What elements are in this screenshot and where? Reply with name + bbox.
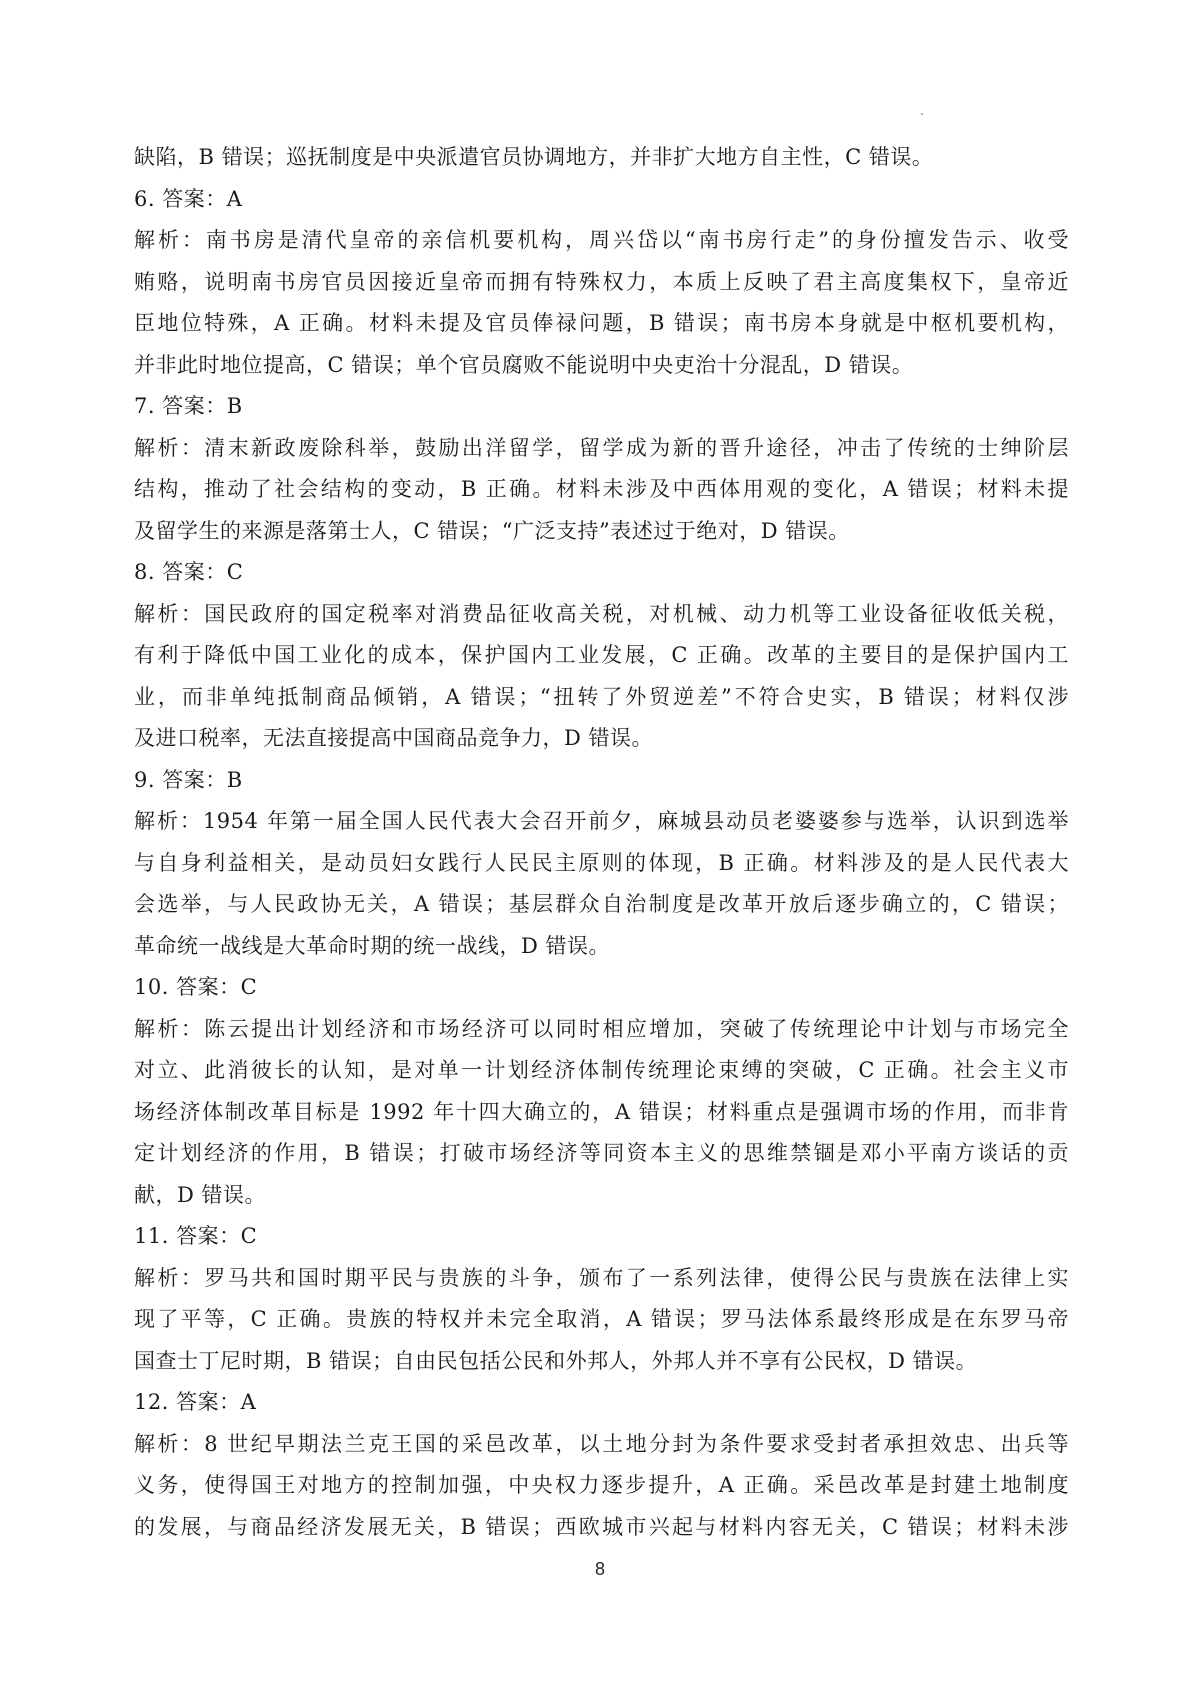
text-line: 臣地位特殊，A 正确。材料未提及官员俸禄问题，B 错误；南书房本身就是中枢机要机构，: [134, 311, 1069, 335]
text-line: 对立、此消彼长的认知，是对单一计划经济体制传统理论束缚的突破，C 正确。社会主义市: [134, 1058, 1069, 1082]
text-line: 解析：1954 年第一届全国人民代表大会召开前夕，麻城县动员老婆婆参与选举，认识到选举: [134, 809, 1069, 833]
text-line: 解析：南书房是清代皇帝的亲信机要机构，周兴岱以“南书房行走”的身份擅发告示、收受: [134, 228, 1069, 252]
text-line: 解析：罗马共和国时期平民与贵族的斗争，颁布了一系列法律，使得公民与贵族在法律上实: [134, 1265, 1069, 1290]
text-line: 与自身利益相关，是动员妇女践行人民民主原则的体现，B 正确。材料涉及的是人民代表大: [134, 850, 1069, 875]
text-line: 会选举，与人民政协无关，A 错误；基层群众自治制度是改革开放后逐步确立的，C 错误；: [134, 892, 1069, 916]
text-line: 业，而非单纯抵制商品倾销，A 错误；“扭转了外贸逆差”不符合史实，B 错误；材料仅涉: [134, 684, 1069, 709]
text-line: 国查士丁尼时期，B 错误；自由民包括公民和外邦人，外邦人并不享有公民权，D 错误。: [134, 1348, 978, 1373]
text-line: 缺陷，B 错误；巡抚制度是中央派遣官员协调地方，并非扩大地方自主性，C 错误。: [134, 145, 934, 169]
text-line: 6. 答案：A: [134, 186, 243, 211]
text-line: 场经济体制改革目标是 1992 年十四大确立的，A 错误；材料重点是强调市场的作用，而非肯: [134, 1099, 1069, 1124]
text-line: 10. 答案：C: [134, 975, 258, 999]
text-line: 11. 答案：C: [134, 1224, 258, 1248]
page-number: 8: [594, 1559, 605, 1579]
text-line: 并非此时地位提高，C 错误；单个官员腐败不能说明中央吏治十分混乱，D 错误。: [134, 352, 914, 377]
text-line: 解析：国民政府的国定税率对消费品征收高关税，对机械、动力机等工业设备征收低关税，: [134, 601, 1069, 626]
text-line: 7. 答案：B: [134, 394, 243, 418]
text-line: 定计划经济的作用，B 错误；打破市场经济等同资本主义的思维禁锢是邓小平南方谈话的贡: [134, 1141, 1069, 1165]
answer-explanations-body: [134, 137, 1069, 1548]
text-line: 8. 答案：C: [134, 560, 244, 584]
text-line: 12. 答案：A: [134, 1390, 257, 1414]
text-line: 的发展，与商品经济发展无关，B 错误；西欧城市兴起与材料内容无关，C 错误；材料未涉: [134, 1514, 1069, 1539]
text-line: 贿赂，说明南书房官员因接近皇帝而拥有特殊权力，本质上反映了君主高度集权下，皇帝近: [134, 269, 1069, 294]
text-line: 9. 答案：B: [134, 767, 243, 792]
text-line: 解析：8 世纪早期法兰克王国的采邑改革，以土地分封为条件要求受封者承担效忠、出兵等: [134, 1431, 1069, 1456]
text-line: 献，D 错误。: [134, 1182, 267, 1207]
text-line: 解析：陈云提出计划经济和市场经济可以同时相应增加，突破了传统理论中计划与市场完全: [134, 1016, 1069, 1041]
text-line: 解析：清末新政废除科举，鼓励出洋留学，留学成为新的晋升途径，冲击了传统的士绅阶层: [134, 435, 1069, 460]
scan-speck: [921, 113, 923, 115]
text-line: 及留学生的来源是落第士人，C 错误；“广泛支持”表述过于绝对，D 错误。: [134, 518, 850, 543]
text-line: 结构，推动了社会结构的变动，B 正确。材料未涉及中西体用观的变化，A 错误；材料未提: [134, 477, 1069, 501]
text-line: 革命统一战线是大革命时期的统一战线，D 错误。: [134, 933, 611, 958]
text-line: 义务，使得国王对地方的控制加强，中央权力逐步提升，A 正确。采邑改革是封建土地制度: [134, 1473, 1069, 1497]
text-line: 有利于降低中国工业化的成本，保护国内工业发展，C 正确。改革的主要目的是保护国内工: [134, 643, 1069, 667]
text-line: 及进口税率，无法直接提高中国商品竞争力，D 错误。: [134, 726, 654, 750]
text-line: 现了平等，C 正确。贵族的特权并未完全取消，A 错误；罗马法体系最终形成是在东罗马帝: [134, 1307, 1069, 1331]
